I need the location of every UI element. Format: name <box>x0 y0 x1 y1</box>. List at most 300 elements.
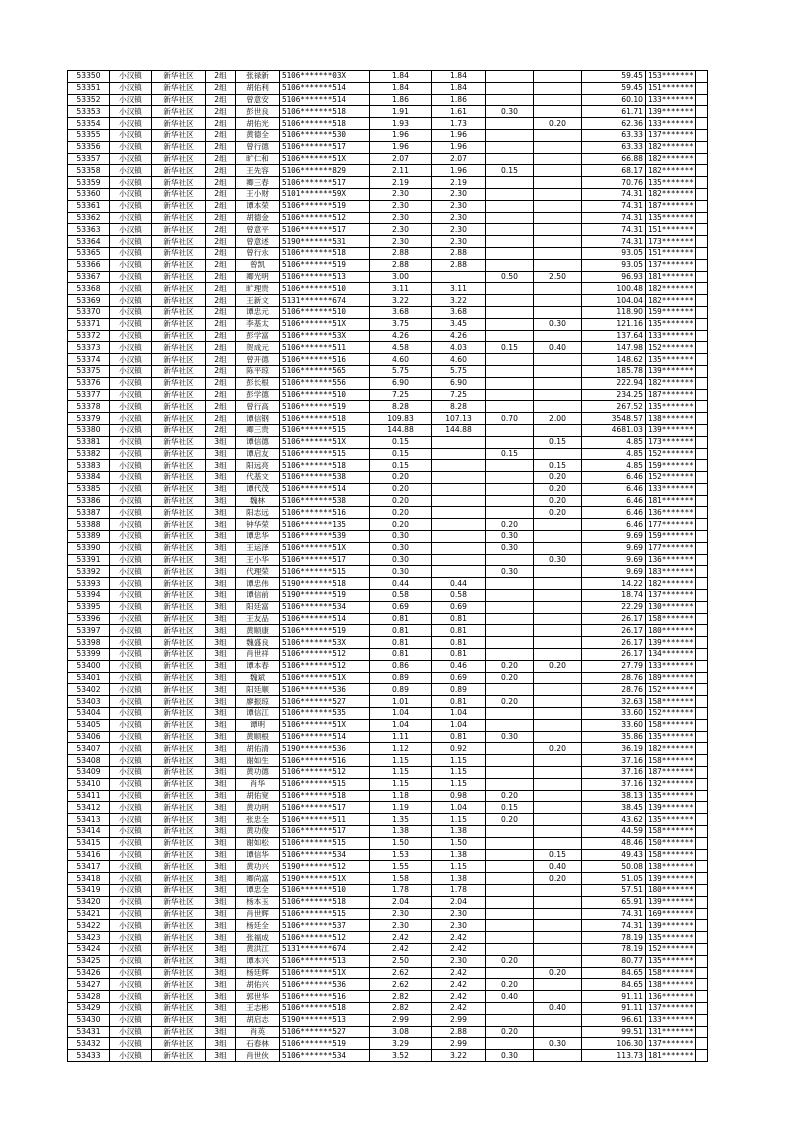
table-row <box>68 719 708 731</box>
total-area-cell: 0.44 <box>370 578 432 590</box>
amount-cell: 6.46 <box>582 495 646 507</box>
name-cell: 旷理贵 <box>236 283 280 295</box>
area-a-cell: 0.81 <box>432 613 486 625</box>
table-row <box>68 519 708 531</box>
amount-cell: 74.31 <box>582 908 646 920</box>
group-cell: 2组 <box>206 236 236 248</box>
area-a-cell: 2.30 <box>432 224 486 236</box>
phone-cell: 137******* <box>646 129 696 141</box>
name-cell: 谭启友 <box>236 448 280 460</box>
total-area-cell: 1.50 <box>370 837 432 849</box>
phone-cell: 151******* <box>646 82 696 94</box>
phone-cell: 135******* <box>646 177 696 189</box>
table-row <box>68 849 708 861</box>
record-id-cell: 53368 <box>68 283 110 295</box>
id-number-cell: 5190*******531 <box>280 236 370 248</box>
town-cell: 小汉镇 <box>110 719 152 731</box>
area-a-cell <box>432 271 486 283</box>
table-row <box>68 943 708 955</box>
area-b-cell: 0.70 <box>486 413 534 425</box>
town-cell: 小汉镇 <box>110 613 152 625</box>
group-cell: 2组 <box>206 71 236 83</box>
id-number-cell: 5106*******514 <box>280 731 370 743</box>
area-c-cell <box>534 401 582 413</box>
area-c-cell <box>534 1014 582 1026</box>
area-c-cell <box>534 943 582 955</box>
community-cell: 新华社区 <box>152 82 206 94</box>
community-cell: 新华社区 <box>152 483 206 495</box>
phone-cell: 182******* <box>646 578 696 590</box>
town-cell: 小汉镇 <box>110 495 152 507</box>
group-cell: 3组 <box>206 826 236 838</box>
town-cell: 小汉镇 <box>110 141 152 153</box>
id-number-cell: 5106*******518 <box>280 247 370 259</box>
amount-cell: 59.45 <box>582 82 646 94</box>
total-area-cell: 2.30 <box>370 236 432 248</box>
area-a-cell <box>432 531 486 543</box>
amount-cell: 185.78 <box>582 365 646 377</box>
community-cell: 新华社区 <box>152 590 206 602</box>
area-c-cell: 0.20 <box>534 118 582 130</box>
record-id-cell: 53380 <box>68 424 110 436</box>
area-a-cell: 0.58 <box>432 590 486 602</box>
town-cell: 小汉镇 <box>110 283 152 295</box>
amount-cell: 37.16 <box>582 755 646 767</box>
community-cell: 新华社区 <box>152 767 206 779</box>
phone-cell: 135******* <box>646 955 696 967</box>
group-cell: 3组 <box>206 590 236 602</box>
area-b-cell <box>486 920 534 932</box>
total-area-cell: 1.53 <box>370 849 432 861</box>
record-id-cell: 53403 <box>68 696 110 708</box>
area-a-cell: 107.13 <box>432 413 486 425</box>
amount-cell: 74.31 <box>582 920 646 932</box>
area-b-cell <box>486 507 534 519</box>
community-cell: 新华社区 <box>152 1038 206 1050</box>
group-cell: 2组 <box>206 188 236 200</box>
group-cell: 3组 <box>206 531 236 543</box>
record-id-cell: 53428 <box>68 991 110 1003</box>
total-area-cell: 1.86 <box>370 94 432 106</box>
town-cell: 小汉镇 <box>110 578 152 590</box>
community-cell: 新华社区 <box>152 212 206 224</box>
table-row <box>68 141 708 153</box>
id-number-cell: 5106*******534 <box>280 849 370 861</box>
extra-cell <box>696 295 708 307</box>
area-c-cell: 0.20 <box>534 472 582 484</box>
area-b-cell <box>486 908 534 920</box>
extra-cell <box>696 389 708 401</box>
group-cell: 2组 <box>206 94 236 106</box>
name-cell: 阳远亮 <box>236 460 280 472</box>
name-cell: 谭信华 <box>236 849 280 861</box>
phone-cell: 133******* <box>646 118 696 130</box>
total-area-cell: 0.86 <box>370 660 432 672</box>
area-b-cell <box>486 755 534 767</box>
total-area-cell: 2.99 <box>370 1014 432 1026</box>
area-b-cell <box>486 837 534 849</box>
amount-cell: 74.31 <box>582 212 646 224</box>
group-cell: 2组 <box>206 153 236 165</box>
table-row <box>68 601 708 613</box>
id-number-cell: 5106*******519 <box>280 1038 370 1050</box>
area-c-cell <box>534 306 582 318</box>
name-cell: 谭信钢 <box>236 413 280 425</box>
table-row <box>68 531 708 543</box>
name-cell: 贺成元 <box>236 342 280 354</box>
group-cell: 2组 <box>206 259 236 271</box>
extra-cell <box>696 826 708 838</box>
area-b-cell <box>486 943 534 955</box>
area-c-cell: 0.20 <box>534 507 582 519</box>
name-cell: 谭本春 <box>236 660 280 672</box>
record-id-cell: 53394 <box>68 590 110 602</box>
area-c-cell <box>534 601 582 613</box>
community-cell: 新华社区 <box>152 389 206 401</box>
town-cell: 小汉镇 <box>110 1038 152 1050</box>
area-c-cell <box>534 200 582 212</box>
name-cell: 旷仁和 <box>236 153 280 165</box>
amount-cell: 61.71 <box>582 106 646 118</box>
amount-cell: 148.62 <box>582 354 646 366</box>
phone-cell: 187******* <box>646 389 696 401</box>
table-row <box>68 295 708 307</box>
id-number-cell: 5131*******674 <box>280 295 370 307</box>
record-id-cell: 53418 <box>68 873 110 885</box>
phone-cell: 138******* <box>646 979 696 991</box>
town-cell: 小汉镇 <box>110 590 152 602</box>
group-cell: 2组 <box>206 212 236 224</box>
area-a-cell: 1.73 <box>432 118 486 130</box>
total-area-cell: 3.75 <box>370 318 432 330</box>
total-area-cell: 0.58 <box>370 590 432 602</box>
name-cell: 杨本玉 <box>236 896 280 908</box>
phone-cell: 180******* <box>646 884 696 896</box>
phone-cell: 169******* <box>646 908 696 920</box>
group-cell: 3组 <box>206 507 236 519</box>
community-cell: 新华社区 <box>152 837 206 849</box>
phone-cell: 158******* <box>646 613 696 625</box>
total-area-cell: 1.15 <box>370 755 432 767</box>
name-cell: 张禄新 <box>236 71 280 83</box>
table-row <box>68 625 708 637</box>
table-row <box>68 177 708 189</box>
record-id-cell: 53353 <box>68 106 110 118</box>
area-a-cell: 4.03 <box>432 342 486 354</box>
phone-cell: 182******* <box>646 295 696 307</box>
area-c-cell: 0.20 <box>534 967 582 979</box>
area-a-cell: 1.78 <box>432 884 486 896</box>
town-cell: 小汉镇 <box>110 177 152 189</box>
area-b-cell <box>486 71 534 83</box>
town-cell: 小汉镇 <box>110 932 152 944</box>
area-b-cell <box>486 129 534 141</box>
area-b-cell <box>486 601 534 613</box>
id-number-cell: 5106*******51X <box>280 719 370 731</box>
total-area-cell: 4.58 <box>370 342 432 354</box>
area-b-cell <box>486 118 534 130</box>
town-cell: 小汉镇 <box>110 71 152 83</box>
record-id-cell: 53417 <box>68 861 110 873</box>
table-row <box>68 460 708 472</box>
name-cell: 彭长根 <box>236 377 280 389</box>
record-id-cell: 53381 <box>68 436 110 448</box>
table-row <box>68 755 708 767</box>
area-c-cell <box>534 991 582 1003</box>
group-cell: 3组 <box>206 1002 236 1014</box>
table-row <box>68 153 708 165</box>
phone-cell: 139******* <box>646 365 696 377</box>
area-b-cell <box>486 1002 534 1014</box>
id-number-cell: 5106*******511 <box>280 814 370 826</box>
area-a-cell: 1.15 <box>432 755 486 767</box>
name-cell: 钟华荣 <box>236 519 280 531</box>
group-cell: 3组 <box>206 719 236 731</box>
id-number-cell: 5106*******51X <box>280 672 370 684</box>
area-b-cell: 0.30 <box>486 731 534 743</box>
name-cell: 阳廷顺 <box>236 684 280 696</box>
area-a-cell: 1.15 <box>432 778 486 790</box>
area-c-cell: 0.30 <box>534 554 582 566</box>
extra-cell <box>696 790 708 802</box>
extra-cell <box>696 578 708 590</box>
area-a-cell: 0.46 <box>432 660 486 672</box>
id-number-cell: 5106*******516 <box>280 991 370 1003</box>
total-area-cell: 4.26 <box>370 330 432 342</box>
id-number-cell: 5106*******51X <box>280 542 370 554</box>
amount-cell: 80.77 <box>582 955 646 967</box>
table-row <box>68 743 708 755</box>
area-c-cell <box>534 141 582 153</box>
area-a-cell: 0.81 <box>432 649 486 661</box>
extra-cell <box>696 259 708 271</box>
group-cell: 2组 <box>206 271 236 283</box>
record-id-cell: 53405 <box>68 719 110 731</box>
extra-cell <box>696 236 708 248</box>
town-cell: 小汉镇 <box>110 188 152 200</box>
group-cell: 2组 <box>206 401 236 413</box>
community-cell: 新华社区 <box>152 826 206 838</box>
community-cell: 新华社区 <box>152 849 206 861</box>
total-area-cell: 6.90 <box>370 377 432 389</box>
record-id-cell: 53415 <box>68 837 110 849</box>
area-c-cell <box>534 531 582 543</box>
name-cell: 黄功明 <box>236 802 280 814</box>
extra-cell <box>696 283 708 295</box>
name-cell: 胡佑清 <box>236 743 280 755</box>
id-number-cell: 5106*******512 <box>280 649 370 661</box>
name-cell: 肖英 <box>236 1026 280 1038</box>
id-number-cell: 5106*******03X <box>280 71 370 83</box>
community-cell: 新华社区 <box>152 247 206 259</box>
community-cell: 新华社区 <box>152 365 206 377</box>
table-row <box>68 566 708 578</box>
area-b-cell <box>486 578 534 590</box>
area-c-cell <box>534 283 582 295</box>
area-b-cell: 0.50 <box>486 271 534 283</box>
area-b-cell <box>486 177 534 189</box>
phone-cell: 181******* <box>646 1050 696 1062</box>
group-cell: 2组 <box>206 118 236 130</box>
name-cell: 谢如生 <box>236 755 280 767</box>
town-cell: 小汉镇 <box>110 212 152 224</box>
table-row <box>68 118 708 130</box>
table-row <box>68 590 708 602</box>
community-cell: 新华社区 <box>152 519 206 531</box>
group-cell: 3组 <box>206 908 236 920</box>
name-cell: 彭学富 <box>236 330 280 342</box>
area-b-cell: 0.30 <box>486 531 534 543</box>
extra-cell <box>696 507 708 519</box>
community-cell: 新华社区 <box>152 342 206 354</box>
extra-cell <box>696 613 708 625</box>
record-id-cell: 53429 <box>68 1002 110 1014</box>
amount-cell: 51.05 <box>582 873 646 885</box>
table-row <box>68 767 708 779</box>
extra-cell <box>696 495 708 507</box>
total-area-cell: 0.15 <box>370 436 432 448</box>
community-cell: 新华社区 <box>152 271 206 283</box>
extra-cell <box>696 625 708 637</box>
extra-cell <box>696 1050 708 1062</box>
area-c-cell <box>534 932 582 944</box>
area-b-cell <box>486 625 534 637</box>
table-row <box>68 1038 708 1050</box>
area-a-cell: 1.84 <box>432 82 486 94</box>
area-a-cell: 1.04 <box>432 708 486 720</box>
name-cell: 黄功兴 <box>236 861 280 873</box>
amount-cell: 28.76 <box>582 684 646 696</box>
group-cell: 2组 <box>206 413 236 425</box>
area-a-cell: 0.89 <box>432 684 486 696</box>
area-c-cell <box>534 955 582 967</box>
town-cell: 小汉镇 <box>110 106 152 118</box>
group-cell: 3组 <box>206 519 236 531</box>
amount-cell: 91.11 <box>582 1002 646 1014</box>
extra-cell <box>696 920 708 932</box>
extra-cell <box>696 118 708 130</box>
table-row <box>68 637 708 649</box>
phone-cell: 152******* <box>646 342 696 354</box>
phone-cell: 182******* <box>646 188 696 200</box>
group-cell: 3组 <box>206 472 236 484</box>
record-id-cell: 53379 <box>68 413 110 425</box>
group-cell: 3组 <box>206 755 236 767</box>
record-id-cell: 53393 <box>68 578 110 590</box>
record-id-cell: 53413 <box>68 814 110 826</box>
extra-cell <box>696 967 708 979</box>
community-cell: 新华社区 <box>152 755 206 767</box>
phone-cell: 133******* <box>646 1014 696 1026</box>
area-b-cell <box>486 861 534 873</box>
table-row <box>68 684 708 696</box>
area-a-cell: 0.81 <box>432 637 486 649</box>
record-id-cell: 53412 <box>68 802 110 814</box>
table-row <box>68 1014 708 1026</box>
record-id-cell: 53391 <box>68 554 110 566</box>
id-number-cell: 5106*******51X <box>280 436 370 448</box>
area-c-cell <box>534 365 582 377</box>
phone-cell: 187******* <box>646 200 696 212</box>
area-a-cell: 1.96 <box>432 141 486 153</box>
area-c-cell: 0.20 <box>534 660 582 672</box>
area-a-cell <box>432 495 486 507</box>
total-area-cell: 2.11 <box>370 165 432 177</box>
amount-cell: 27.79 <box>582 660 646 672</box>
area-a-cell: 2.30 <box>432 955 486 967</box>
extra-cell <box>696 814 708 826</box>
total-area-cell: 2.30 <box>370 188 432 200</box>
total-area-cell: 1.91 <box>370 106 432 118</box>
id-number-cell: 5106*******518 <box>280 896 370 908</box>
amount-cell: 49.43 <box>582 849 646 861</box>
area-a-cell: 144.88 <box>432 424 486 436</box>
record-id-cell: 53378 <box>68 401 110 413</box>
area-b-cell <box>486 365 534 377</box>
extra-cell <box>696 413 708 425</box>
town-cell: 小汉镇 <box>110 967 152 979</box>
extra-cell <box>696 106 708 118</box>
amount-cell: 38.45 <box>582 802 646 814</box>
id-number-cell: 5106*******511 <box>280 342 370 354</box>
table-row <box>68 731 708 743</box>
town-cell: 小汉镇 <box>110 566 152 578</box>
total-area-cell: 2.42 <box>370 932 432 944</box>
table-row <box>68 955 708 967</box>
town-cell: 小汉镇 <box>110 601 152 613</box>
area-c-cell: 0.20 <box>534 483 582 495</box>
area-b-cell: 0.20 <box>486 1026 534 1038</box>
area-a-cell: 3.45 <box>432 318 486 330</box>
community-cell: 新华社区 <box>152 259 206 271</box>
area-c-cell <box>534 519 582 531</box>
town-cell: 小汉镇 <box>110 849 152 861</box>
group-cell: 3组 <box>206 460 236 472</box>
town-cell: 小汉镇 <box>110 436 152 448</box>
area-a-cell: 0.81 <box>432 696 486 708</box>
id-number-cell: 5131*******674 <box>280 943 370 955</box>
extra-cell <box>696 590 708 602</box>
group-cell: 3组 <box>206 743 236 755</box>
amount-cell: 62.36 <box>582 118 646 130</box>
area-a-cell: 2.30 <box>432 188 486 200</box>
total-area-cell: 7.25 <box>370 389 432 401</box>
record-id-cell: 53414 <box>68 826 110 838</box>
amount-cell: 147.98 <box>582 342 646 354</box>
table-row <box>68 188 708 200</box>
extra-cell <box>696 672 708 684</box>
town-cell: 小汉镇 <box>110 224 152 236</box>
area-b-cell <box>486 684 534 696</box>
extra-cell <box>696 342 708 354</box>
area-a-cell <box>432 554 486 566</box>
record-id-cell: 53384 <box>68 472 110 484</box>
amount-cell: 28.76 <box>582 672 646 684</box>
phone-cell: 187******* <box>646 767 696 779</box>
table-row <box>68 342 708 354</box>
area-a-cell: 5.75 <box>432 365 486 377</box>
area-b-cell <box>486 200 534 212</box>
town-cell: 小汉镇 <box>110 247 152 259</box>
town-cell: 小汉镇 <box>110 991 152 1003</box>
amount-cell: 60.10 <box>582 94 646 106</box>
community-cell: 新华社区 <box>152 566 206 578</box>
area-c-cell <box>534 71 582 83</box>
data-table <box>67 70 708 1062</box>
amount-cell: 50.08 <box>582 861 646 873</box>
group-cell: 2组 <box>206 177 236 189</box>
table-row <box>68 377 708 389</box>
